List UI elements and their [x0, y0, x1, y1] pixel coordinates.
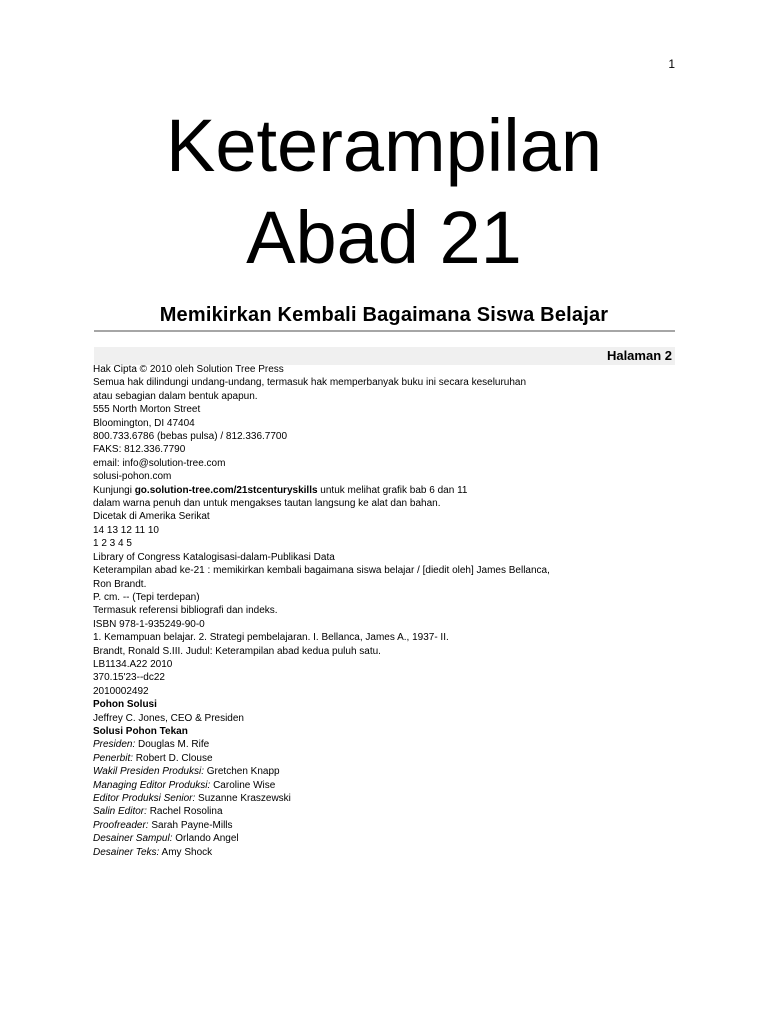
staff-name: Orlando Angel: [172, 833, 239, 845]
copyright-line: Hak Cipta © 2010 oleh Solution Tree Press: [93, 364, 284, 375]
visit-suffix: untuk melihat grafik bab 6 dan 11: [317, 484, 468, 496]
divider-rule: [94, 330, 675, 332]
lcc-line: LB1134.A22 2010: [93, 658, 173, 670]
staff-managing-editor: [93, 779, 683, 792]
staff-role: Wakil Presiden Produksi:: [93, 766, 204, 778]
staff-role: Presiden:: [93, 739, 136, 751]
staff-role: Salin Editor:: [93, 806, 147, 818]
address-line-1: 555 North Morton Street: [93, 404, 201, 416]
staff-role: Penerbit:: [93, 752, 134, 764]
visit-line-2: dalam warna penuh dan untuk mengakses tautan langsung ke alat dan bahan.: [93, 498, 441, 510]
lccn-line: 2010002492: [93, 685, 149, 697]
press-name: Solusi Pohon Tekan: [93, 725, 188, 737]
staff-role: Desainer Sampul:: [93, 833, 173, 845]
staff-proofreader: [93, 819, 683, 832]
catalog-line-3: P. cm. -- (Tepi terdepan): [93, 591, 200, 603]
ddc-line: 370.15'23--dc22: [93, 672, 165, 684]
staff-name: Rachel Rosolina: [146, 806, 223, 818]
visit-line: [93, 484, 683, 497]
staff-text-designer: [93, 846, 683, 859]
subject-line-1: 1. Kemampuan belajar. 2. Strategi pembelajaran. I. Bellanca, James A., 1937- II.: [93, 632, 449, 644]
staff-publisher: [93, 752, 683, 765]
print-run-line: 1 2 3 4 5: [93, 538, 132, 550]
visit-prefix: Kunjungi: [93, 484, 135, 496]
rights-line-1: Semua hak dilindungi undang-undang, termasuk hak memperbanyak buku ini secara keseluruhan: [93, 377, 527, 389]
catalog-line-2: Ron Brandt.: [93, 578, 147, 590]
copyright-page-text: [93, 363, 683, 859]
visit-link[interactable]: go.solution-tree.com/21stcenturyskills: [134, 484, 318, 496]
staff-name: Sarah Payne-Mills: [148, 819, 233, 831]
staff-president: [93, 738, 683, 751]
isbn-line: ISBN 978-1-935249-90-0: [93, 618, 205, 630]
staff-vp-production: [93, 765, 683, 778]
staff-role: Editor Produksi Senior:: [93, 793, 196, 804]
staff-role: Desainer Teks:: [93, 846, 160, 858]
staff-role: Proofreader:: [93, 819, 149, 831]
email-line: email: info@solution-tree.com: [93, 457, 226, 469]
fax-line: FAKS: 812.336.7790: [93, 444, 186, 456]
page-number: 1: [668, 57, 675, 71]
book-subtitle: Memikirkan Kembali Bagaimana Siswa Belajar: [159, 304, 609, 326]
loc-line: Library of Congress Katalogisasi-dalam-Publikasi Data: [93, 551, 335, 563]
rights-line-2: atau sebagian dalam bentuk apapun.: [93, 390, 258, 402]
title-line-2: Abad 21: [246, 196, 522, 279]
staff-name: Amy Shock: [159, 846, 213, 858]
subject-line-2: Brandt, Ronald S.III. Judul: Keterampilan abad kedua puluh satu.: [93, 645, 381, 657]
staff-cover-designer: [93, 832, 683, 845]
staff-name: Suzanne Kraszewski: [195, 793, 291, 804]
staff-name: Gretchen Knapp: [203, 766, 280, 778]
section-header: Halaman 2: [606, 348, 672, 363]
ceo-line: Jeffrey C. Jones, CEO & Presiden: [93, 712, 244, 724]
website-line: solusi-pohon.com: [93, 471, 172, 483]
print-years-line: 14 13 12 11 10: [93, 524, 159, 536]
catalog-line-4: Termasuk referensi bibliografi dan indeks.: [93, 605, 278, 617]
title-line-1: Keterampilan: [165, 104, 602, 187]
staff-name: Robert D. Clouse: [133, 752, 213, 764]
address-line-2: Bloomington, DI 47404: [93, 417, 195, 429]
catalog-line-1: Keterampilan abad ke-21 : memikirkan kembali bagaimana siswa belajar / [diedit oleh] James Bellanca,: [93, 565, 550, 577]
book-title: [94, 100, 674, 284]
staff-name: Douglas M. Rife: [135, 739, 210, 751]
staff-name: Caroline Wise: [210, 779, 276, 791]
phone-line: 800.733.6786 (bebas pulsa) / 812.336.7700: [93, 431, 288, 443]
printed-line: Dicetak di Amerika Serikat: [93, 511, 210, 523]
staff-senior-editor: [93, 792, 683, 805]
staff-copy-editor: [93, 805, 683, 818]
staff-role: Managing Editor Produksi:: [93, 779, 211, 791]
org-name: Pohon Solusi: [93, 699, 157, 711]
